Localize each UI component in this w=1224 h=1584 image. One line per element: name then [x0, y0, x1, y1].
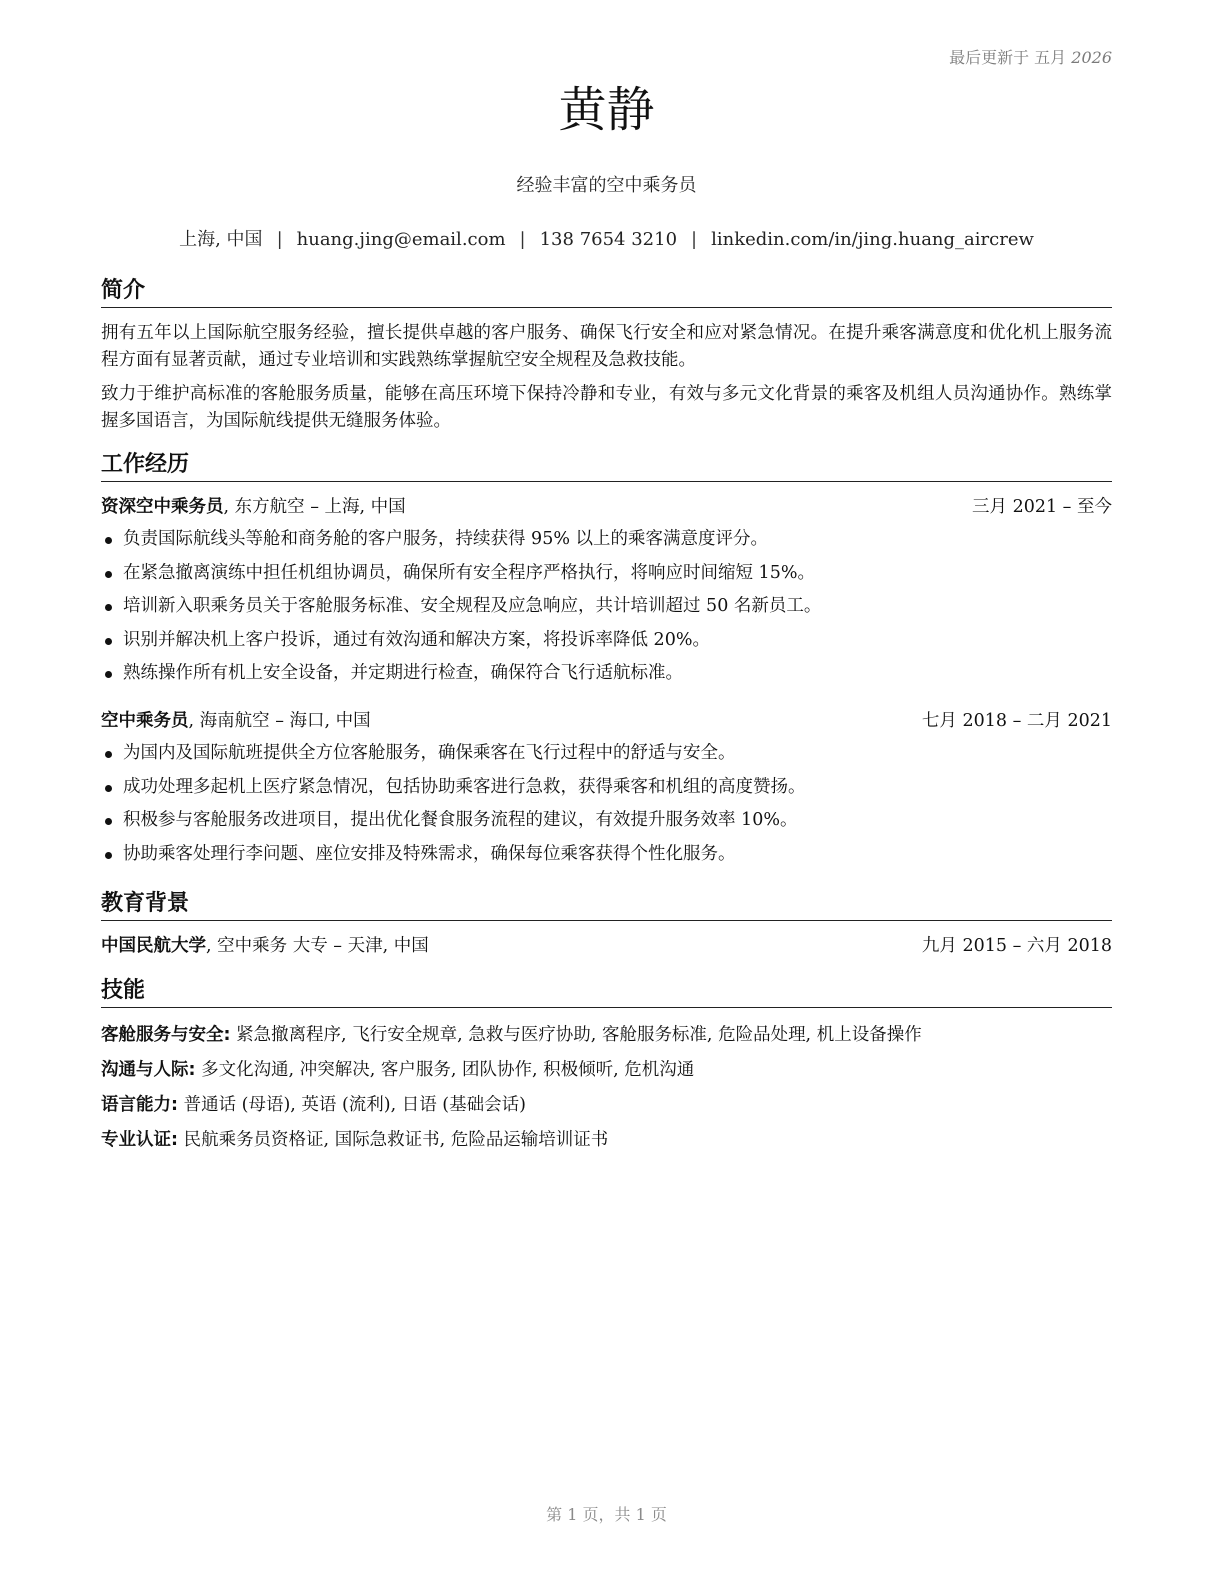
resume-page	[101, 0, 1112, 1584]
section-title-education: 教育背景	[101, 890, 1112, 921]
contact-location: 上海, 中国	[179, 229, 263, 250]
last-updated-prefix: 最后更新于 五月	[949, 48, 1072, 67]
skill-row	[101, 1123, 1112, 1158]
job-bullet: 积极参与客舱服务改进项目，提出优化餐食服务流程的建议，有效提升服务效率 10%。	[101, 804, 1112, 838]
job-bullet: 协助乘客处理行李问题、座位安排及特殊需求，确保每位乘客获得个性化服务。	[101, 838, 1112, 872]
job-dates: 三月 2021 – 至今	[972, 497, 1112, 517]
skills-section	[101, 977, 1112, 1158]
job-bullet: 识别并解决机上客户投诉，通过有效沟通和解决方案，将投诉率降低 20%。	[101, 624, 1112, 658]
job-entry	[101, 494, 1112, 691]
contact-linkedin[interactable]: linkedin.com/in/jing.huang_aircrew	[711, 229, 1034, 250]
candidate-name: 黄静	[558, 82, 655, 138]
last-updated	[949, 45, 1112, 68]
job-header	[101, 708, 1112, 735]
page-number-footer: 第 1 页，共 1 页	[546, 1505, 667, 1524]
education-entry	[101, 933, 1112, 960]
education-detail: , 空中乘务 大专 – 天津, 中国	[206, 936, 429, 956]
education-section	[101, 890, 1112, 960]
job-bullet: 培训新入职乘务员关于客舱服务标准、安全规程及应急响应，共计培训超过 50 名新员工。	[101, 590, 1112, 624]
job-dates: 七月 2018 – 二月 2021	[921, 710, 1112, 731]
contact-separator: |	[691, 229, 698, 250]
job-bullet: 成功处理多起机上医疗紧急情况，包括协助乘客进行急救，获得乘客和机组的高度赞扬。	[101, 771, 1112, 805]
section-title-skills: 技能	[101, 977, 1112, 1008]
summary-paragraph: 拥有五年以上国际航空服务经验，擅长提供卓越的客户服务、确保飞行安全和应对紧急情况。在提升乘客满意度和优化机上服务流程方面有显著贡献，通过专业培训和实践熟练掌握航空安全规程及急救技能。	[101, 323, 1112, 370]
summary-paragraph: 致力于维护高标准的客舱服务质量，能够在高压环境下保持冷静和专业，有效与多元文化背景的乘客及机组人员沟通协作。熟练掌握多国语言，为国际航线提供无缝服务体验。	[101, 384, 1112, 431]
job-title-line	[101, 708, 371, 735]
job-bullets	[101, 737, 1112, 871]
summary-section	[101, 277, 1112, 435]
skill-row	[101, 1053, 1112, 1088]
last-updated-year: 2026	[1071, 48, 1112, 67]
contact-email[interactable]: huang.jing@email.com	[296, 229, 506, 250]
skill-label: 语言能力:	[101, 1095, 178, 1115]
job-role: 空中乘务员	[101, 710, 189, 731]
contact-separator: |	[519, 229, 526, 250]
section-title-summary: 简介	[101, 277, 1112, 308]
skill-row	[101, 1088, 1112, 1123]
section-title-experience: 工作经历	[101, 451, 1112, 482]
skill-row	[101, 1018, 1112, 1053]
job-bullet: 在紧急撤离演练中担任机组协调员，确保所有安全程序严格执行，将响应时间缩短 15%。	[101, 557, 1112, 591]
skill-label: 客舱服务与安全:	[101, 1025, 231, 1045]
job-bullets	[101, 523, 1112, 691]
job-title-line	[101, 494, 406, 521]
education-dates: 九月 2015 – 六月 2018	[921, 936, 1112, 956]
candidate-headline: 经验丰富的空中乘务员	[516, 175, 697, 196]
contact-separator: |	[276, 229, 283, 250]
skill-value: 多文化沟通, 冲突解决, 客户服务, 团队协作, 积极倾听, 危机沟通	[195, 1060, 695, 1080]
job-bullet: 为国内及国际航班提供全方位客舱服务，确保乘客在飞行过程中的舒适与安全。	[101, 737, 1112, 771]
job-org: , 东方航空 – 上海, 中国	[223, 497, 406, 517]
skill-value: 普通话 (母语), 英语 (流利), 日语 (基础会话)	[178, 1095, 526, 1115]
job-bullet: 熟练操作所有机上安全设备，并定期进行检查，确保符合飞行适航标准。	[101, 657, 1112, 691]
job-org: , 海南航空 – 海口, 中国	[188, 710, 371, 731]
job-header	[101, 494, 1112, 521]
skill-value: 民航乘务员资格证, 国际急救证书, 危险品运输培训证书	[178, 1130, 609, 1150]
skill-label: 沟通与人际:	[101, 1060, 196, 1080]
education-line	[101, 933, 429, 960]
experience-section	[101, 451, 1112, 871]
job-entry	[101, 708, 1112, 871]
education-school: 中国民航大学	[101, 936, 206, 956]
contact-line	[101, 225, 1112, 251]
job-role: 资深空中乘务员	[101, 497, 224, 517]
job-bullet: 负责国际航线头等舱和商务舱的客户服务，持续获得 95% 以上的乘客满意度评分。	[101, 523, 1112, 557]
contact-phone: 138 7654 3210	[539, 229, 678, 250]
skill-label: 专业认证:	[101, 1130, 178, 1150]
skill-value: 紧急撤离程序, 飞行安全规章, 急救与医疗协助, 客舱服务标准, 危险品处理, 机上设备操作	[230, 1025, 922, 1045]
